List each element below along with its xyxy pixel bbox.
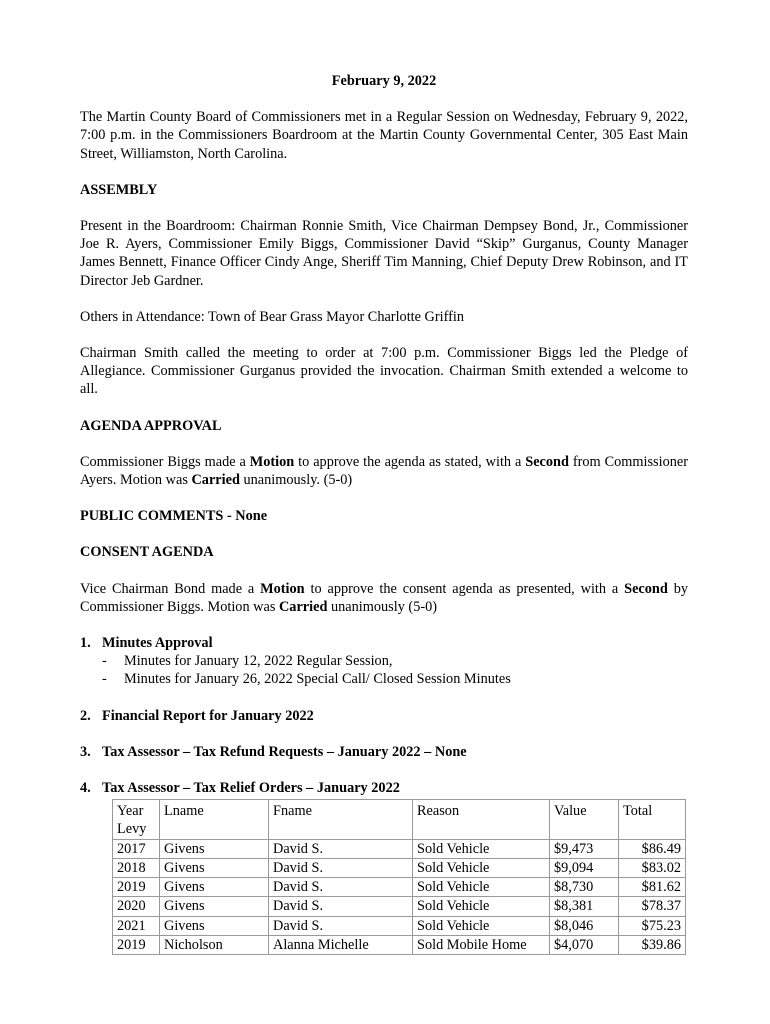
cell-total: $75.23 xyxy=(619,916,686,935)
table-row xyxy=(113,897,686,916)
dash-bullet: - xyxy=(102,671,107,688)
cell-lname: Givens xyxy=(160,839,269,858)
list-item xyxy=(102,670,688,688)
agenda-carried: Carried xyxy=(191,472,240,489)
meeting-date: February 9, 2022 xyxy=(331,73,437,89)
cell-value: $9,094 xyxy=(550,858,619,877)
cell-fname: David S. xyxy=(269,878,413,897)
minutes-sublist xyxy=(102,652,688,688)
cell-lname: Givens xyxy=(160,858,269,877)
assembly-heading: ASSEMBLY xyxy=(80,181,158,198)
item-number: 3. xyxy=(80,743,91,760)
cell-value: $8,381 xyxy=(550,897,619,916)
item-title: Financial Report for January 2022 xyxy=(102,707,314,724)
cell-reason: Sold Vehicle xyxy=(413,916,550,935)
cell-year: 2017 xyxy=(113,839,160,858)
agenda-approval-paragraph xyxy=(80,453,688,489)
item-title: Tax Assessor – Tax Refund Requests – January 2022 – None xyxy=(102,743,467,760)
public-comments-heading: PUBLIC COMMENTS - None xyxy=(80,508,268,525)
dash-bullet: - xyxy=(102,653,107,670)
cell-total: $39.86 xyxy=(619,935,686,954)
list-item-text: Minutes for January 26, 2022 Special Call/ Closed Session Minutes xyxy=(124,671,511,688)
cell-total: $86.49 xyxy=(619,839,686,858)
header-year-levy: Year Levy xyxy=(113,800,160,839)
consent-text-3: by Commissioner Biggs. Motion was xyxy=(80,580,688,615)
cell-year: 2018 xyxy=(113,858,160,877)
cell-year: 2019 xyxy=(113,935,160,954)
intro-paragraph: The Martin County Board of Commissioners met in a Regular Session on Wednesday, February 9, 2022, 7:00 p.m. in the Commissioners Boardroom at the Martin County Governmental Center, 305 East Main Street, Williamston, North Carolina. xyxy=(80,109,688,162)
table-header-row xyxy=(113,800,686,839)
consent-text-4: unanimously (5-0) xyxy=(327,598,438,615)
cell-total: $81.62 xyxy=(619,878,686,897)
cell-total: $78.37 xyxy=(619,897,686,916)
present-paragraph: Present in the Boardroom: Chairman Ronnie Smith, Vice Chairman Dempsey Bond, Jr., Commissioner Joe R. Ayers, Commissioner Emily Biggs, Commissioner David “Skip” Gurganus, County Manager James Bennett, Finance Officer Cindy Ange, Sheriff Tim Manning, Chief Deputy Drew Robinson, and IT Director Jeb Gardner. xyxy=(80,218,688,289)
cell-lname: Givens xyxy=(160,897,269,916)
header-fname: Fname xyxy=(269,800,413,839)
cell-total: $83.02 xyxy=(619,858,686,877)
cell-reason: Sold Mobile Home xyxy=(413,935,550,954)
item-tax-relief xyxy=(80,779,688,797)
list-item-text: Minutes for January 12, 2022 Regular Session, xyxy=(124,653,393,670)
agenda-second: Second xyxy=(525,453,569,470)
cell-reason: Sold Vehicle xyxy=(413,878,550,897)
table-row xyxy=(113,916,686,935)
cell-fname: David S. xyxy=(269,897,413,916)
item-number: 1. xyxy=(80,635,91,652)
agenda-motion: Motion xyxy=(249,453,295,470)
item-financial-report xyxy=(80,707,688,725)
agenda-text-4: unanimously. (5-0) xyxy=(239,472,353,489)
list-item xyxy=(102,652,688,670)
cell-value: $8,046 xyxy=(550,916,619,935)
consent-second: Second xyxy=(624,580,668,597)
cell-fname: Alanna Michelle xyxy=(269,935,413,954)
cell-reason: Sold Vehicle xyxy=(413,897,550,916)
agenda-text-1: Commissioner Biggs made a xyxy=(80,453,250,470)
agenda-text-3: from Commissioner Ayers. Motion was xyxy=(80,453,688,489)
header-lname: Lname xyxy=(160,800,269,839)
item-tax-refund xyxy=(80,743,688,761)
cell-fname: David S. xyxy=(269,916,413,935)
item-title: Minutes Approval xyxy=(102,635,213,652)
item-number: 2. xyxy=(80,707,91,724)
cell-year: 2021 xyxy=(113,916,160,935)
document-page xyxy=(80,72,688,955)
tax-relief-table xyxy=(112,799,686,955)
item-minutes-approval xyxy=(80,634,688,652)
others-paragraph: Others in Attendance: Town of Bear Grass Mayor Charlotte Griffin xyxy=(80,308,464,325)
item-number: 4. xyxy=(80,780,91,797)
consent-agenda-paragraph xyxy=(80,580,688,616)
header-total: Total xyxy=(619,800,686,839)
cell-year: 2020 xyxy=(113,897,160,916)
table-row xyxy=(113,935,686,954)
consent-carried: Carried xyxy=(278,598,328,615)
cell-fname: David S. xyxy=(269,839,413,858)
cell-lname: Nicholson xyxy=(160,935,269,954)
table-row xyxy=(113,839,686,858)
header-reason: Reason xyxy=(413,800,550,839)
consent-agenda-heading: CONSENT AGENDA xyxy=(80,544,214,561)
agenda-text-2: to approve the agenda as stated, with a xyxy=(294,453,526,470)
cell-value: $4,070 xyxy=(550,935,619,954)
table-row xyxy=(113,858,686,877)
opening-paragraph: Chairman Smith called the meeting to order at 7:00 p.m. Commissioner Biggs led the Pledge of Allegiance. Commissioner Gurganus provided the invocation. Chairman Smith extended a welcome to all. xyxy=(80,345,688,398)
cell-fname: David S. xyxy=(269,858,413,877)
consent-motion: Motion xyxy=(260,580,305,597)
header-value: Value xyxy=(550,800,619,839)
item-title: Tax Assessor – Tax Relief Orders – January 2022 xyxy=(102,780,400,797)
agenda-approval-heading: AGENDA APPROVAL xyxy=(80,417,222,434)
cell-value: $9,473 xyxy=(550,839,619,858)
consent-text-2: to approve the consent agenda as presented, with a xyxy=(304,580,625,597)
cell-reason: Sold Vehicle xyxy=(413,839,550,858)
cell-value: $8,730 xyxy=(550,878,619,897)
consent-text-1: Vice Chairman Bond made a xyxy=(80,580,261,597)
table-row xyxy=(113,878,686,897)
cell-year: 2019 xyxy=(113,878,160,897)
cell-reason: Sold Vehicle xyxy=(413,858,550,877)
cell-lname: Givens xyxy=(160,878,269,897)
cell-lname: Givens xyxy=(160,916,269,935)
